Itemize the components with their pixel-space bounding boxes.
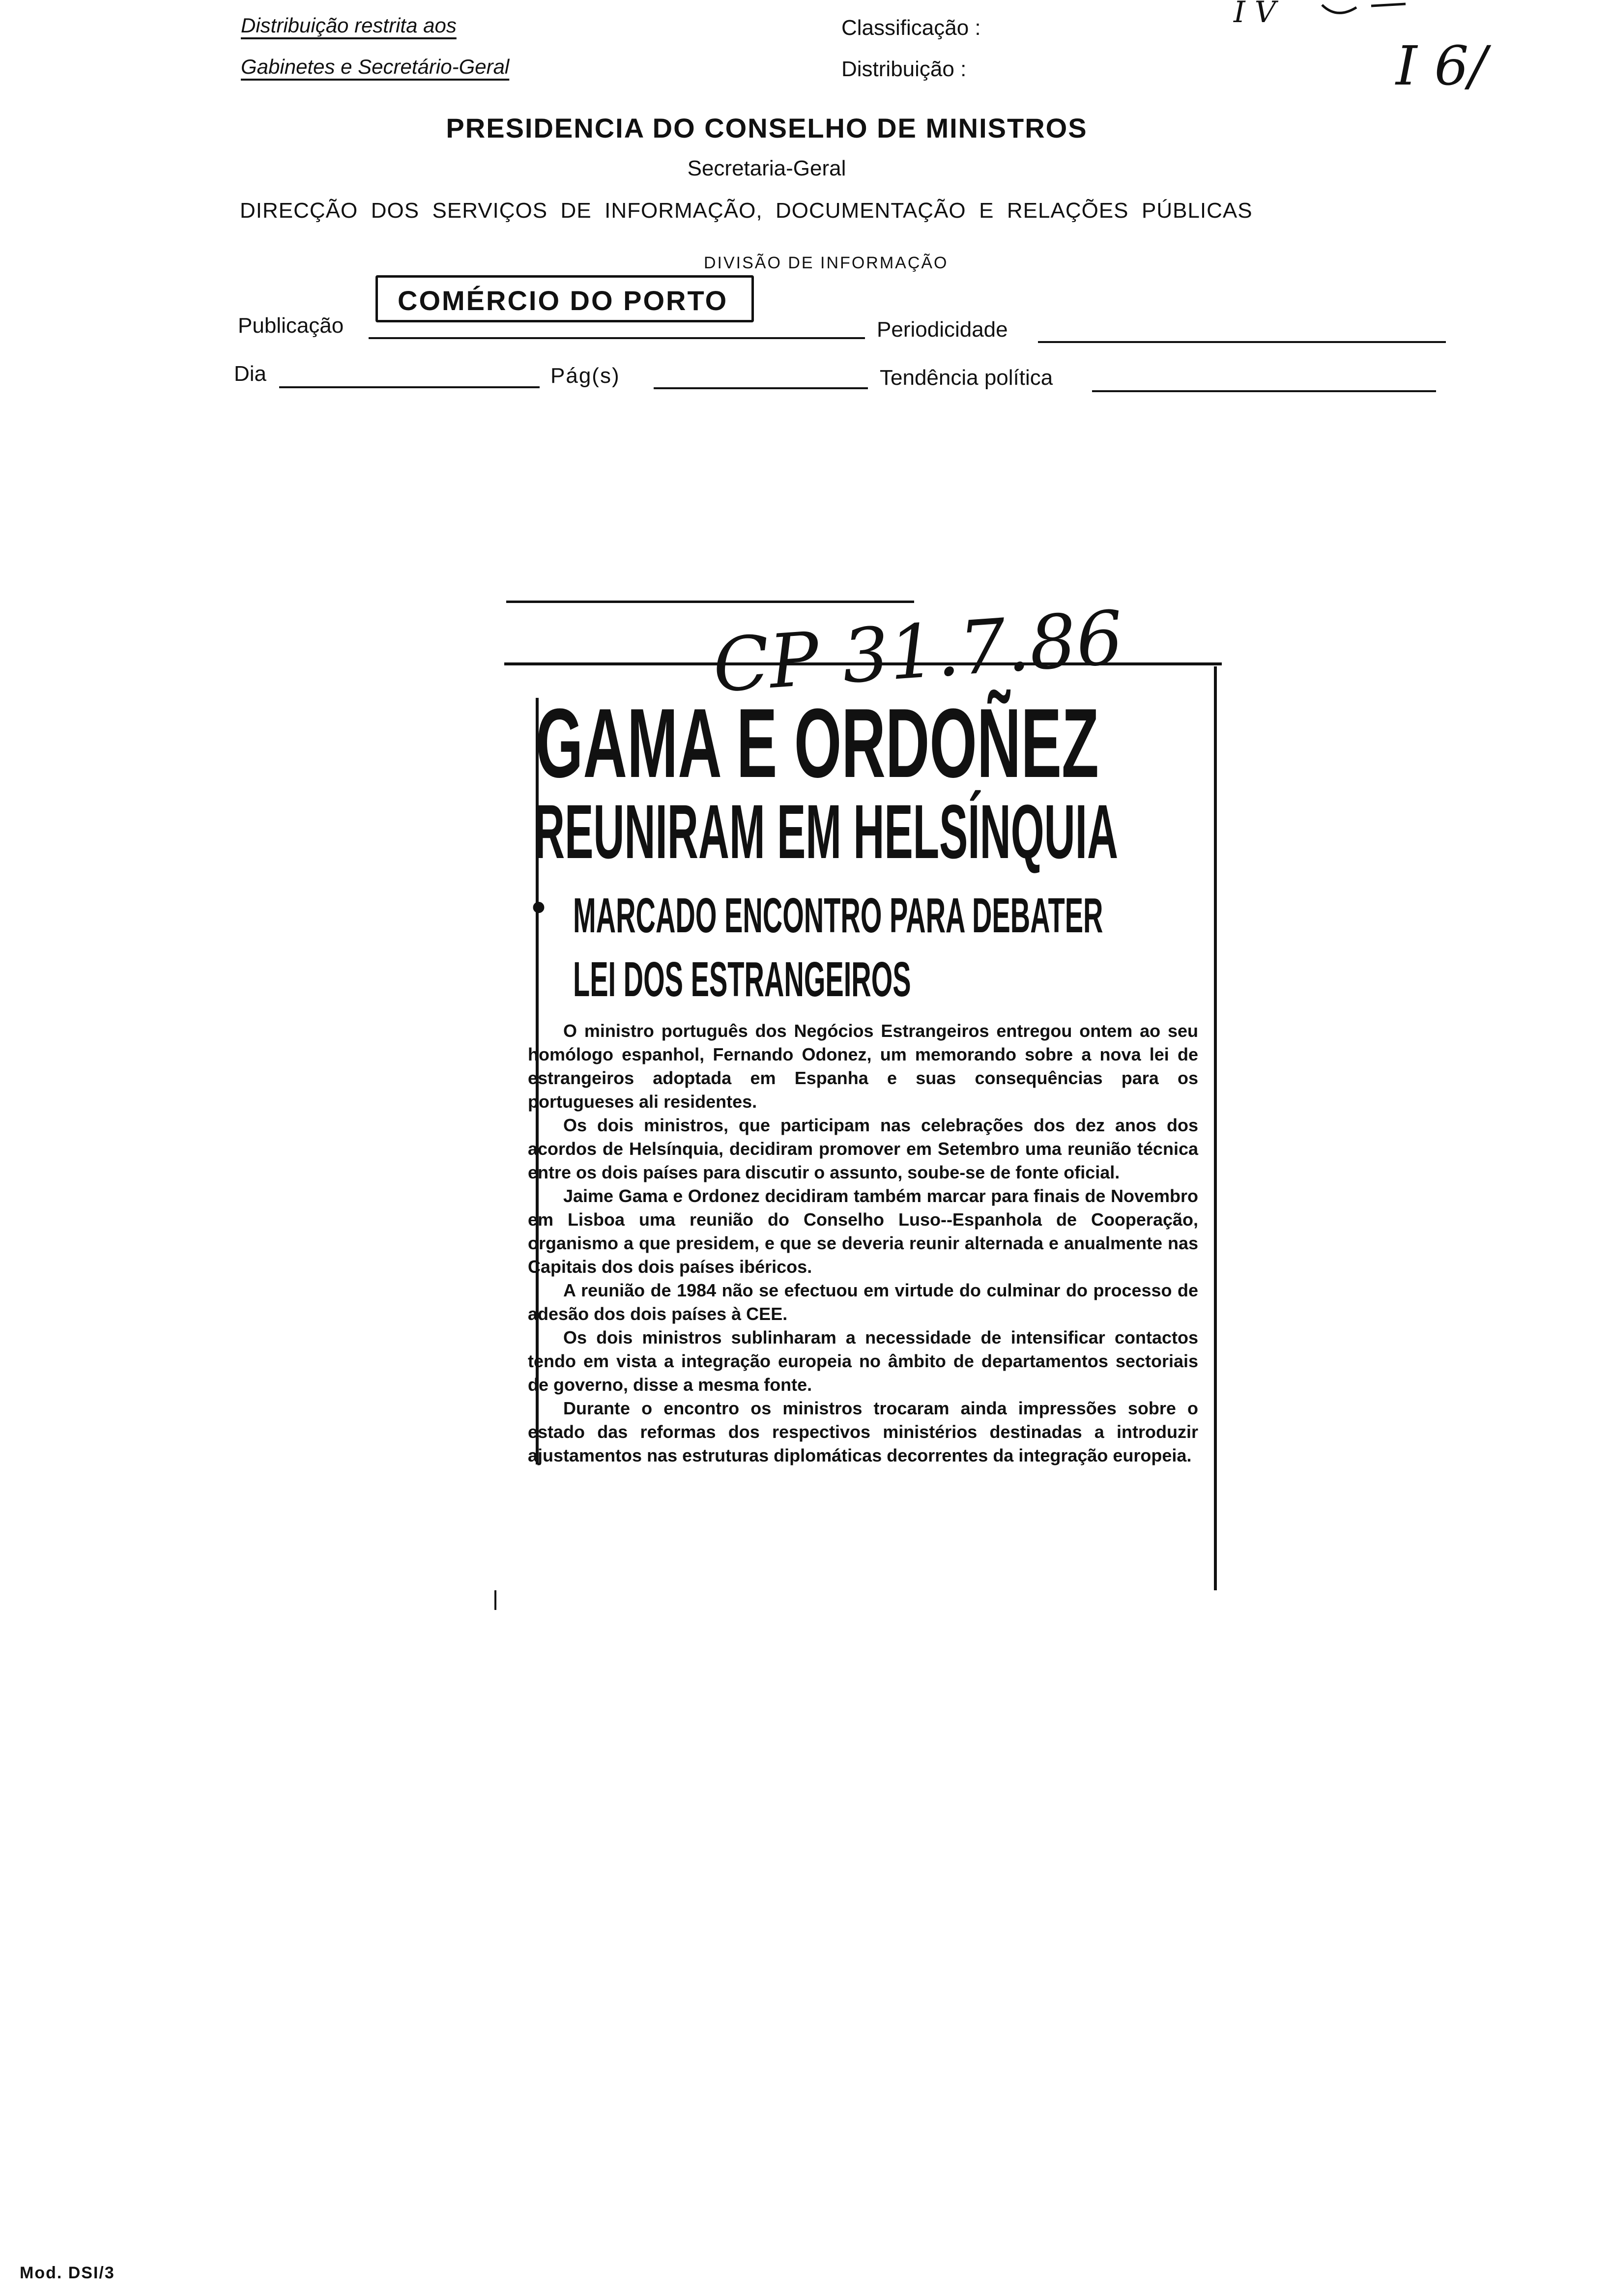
model-code: Mod. DSI/3 (20, 2264, 115, 2282)
article-paragraph: Os dois ministros, que participam nas celebrações dos dez anos dos acordos de Helsínquia, decidiram promover em Setembro uma reunião técnica entre os dois países para discutir o assunto, soube-se de fonte oficial. (528, 1115, 1198, 1182)
publication-field-line (369, 337, 865, 339)
periodicity-field-line (1038, 341, 1446, 343)
publication-stamp-box (375, 275, 754, 322)
headline-line2: REUNIRAM EM HELSÍNQUIA (534, 789, 1119, 875)
article-paragraph: A reunião de 1984 não se efectuou em virtude do culminar do processo de adesão dos dois países à CEE. (528, 1280, 1198, 1324)
day-field-line (279, 386, 540, 388)
distribution-label: Distribuição : (841, 57, 967, 81)
headline-line1: GAMA E ORDOÑEZ (536, 689, 1099, 798)
directorate-label: DIRECÇÃO DOS SERVIÇOS DE INFORMAÇÃO, DOCUMENTAÇÃO E RELAÇÕES PÚBLICAS (240, 199, 1253, 223)
handwritten-mark-top: I V (1234, 0, 1276, 29)
article-paragraph: O ministro português dos Negócios Estrangeiros entregou ontem ao seu homólogo espanhol, Fernando Odonez, um memorando sobre a nova lei de estrangeiros adoptada em Espanha e suas consequências para os portugueses ali residentes. (528, 1021, 1198, 1112)
subhead-bullet: • (532, 885, 546, 929)
classification-label: Classificação : (841, 16, 981, 40)
org-title: PRESIDENCIA DO CONSELHO DE MINISTROS (446, 113, 1088, 144)
publication-label: Publicação (238, 314, 344, 338)
subhead-line2: LEI DOS ESTRANGEIROS (573, 952, 911, 1007)
periodicity-label: Periodicidade (877, 317, 1008, 342)
division-label: DIVISÃO DE INFORMAÇÃO (704, 254, 949, 272)
clipping-corner-mark (494, 1590, 496, 1610)
pages-field-line (654, 387, 868, 389)
political-tendency-label: Tendência política (880, 366, 1053, 390)
handwritten-scribble-icon (1317, 0, 1415, 20)
clipping-right-border (1214, 666, 1217, 1590)
handwritten-clipping-date: CP 31.7.86 (710, 595, 1126, 709)
article-body (528, 1019, 1198, 1467)
political-field-line (1092, 390, 1436, 392)
handwritten-mark-right: I 6/ (1396, 34, 1487, 97)
clipping-top-rule (506, 601, 914, 603)
restricted-distribution-line1: Distribuição restrita aos (241, 14, 457, 37)
article-paragraph: Durante o encontro os ministros trocaram ainda impressões sobre o estado das reformas dos respectivos ministérios destinadas a introduzir ajustamentos nas estruturas diplomáticas decorrentes da integração europeia. (528, 1398, 1198, 1465)
article-paragraph: Jaime Gama e Ordonez decidiram também marcar para finais de Novembro em Lisboa uma reunião do Conselho Luso--Espanhola de Cooperação, organismo a que presidem, e que se deveria reunir alternada e anualmente nas Capitais dos dois países ibéricos. (528, 1186, 1198, 1277)
day-label: Dia (234, 362, 267, 386)
publication-stamp: COMÉRCIO DO PORTO (398, 285, 728, 316)
subhead-line1: MARCADO ENCONTRO PARA DEBATER (573, 888, 1103, 943)
article-paragraph: Os dois ministros sublinharam a necessidade de intensificar contactos tendo em vista a integração europeia no âmbito de departamentos sectoriais de governo, disse a mesma fonte. (528, 1327, 1198, 1395)
pages-label: Pág(s) (550, 364, 620, 388)
restricted-distribution-line2: Gabinetes e Secretário-Geral (241, 55, 510, 78)
secretariat-label: Secretaria-Geral (687, 156, 846, 180)
